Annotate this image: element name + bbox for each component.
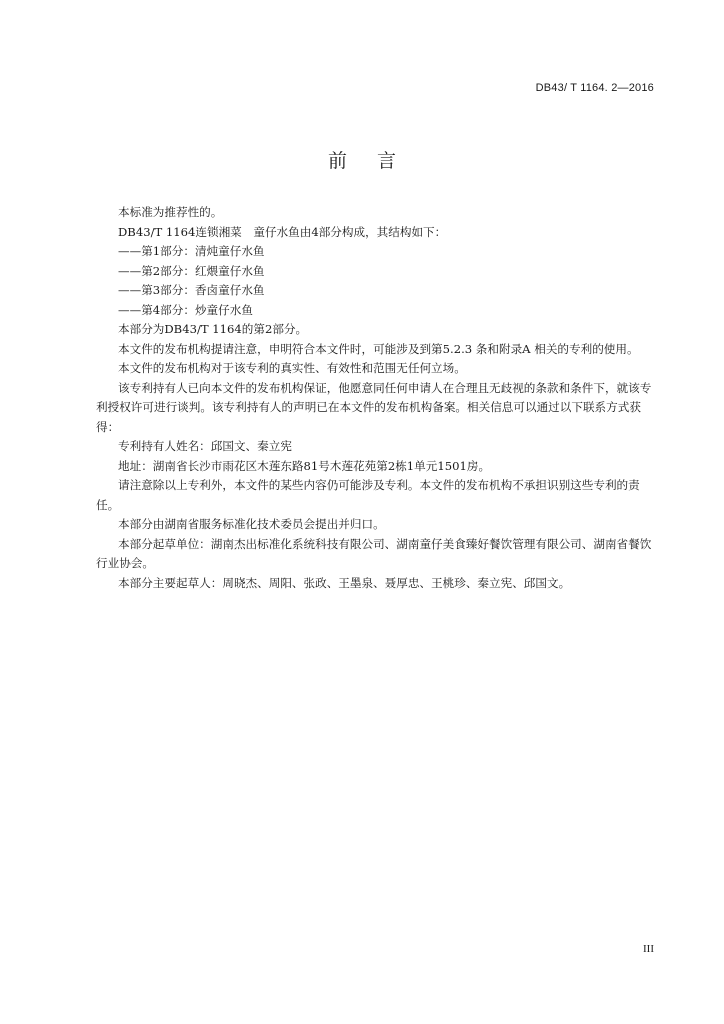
paragraph-recommended: 本标准为推荐性的。: [118, 205, 223, 219]
page-title: 前言: [327, 150, 426, 172]
standard-code: DB43/ T 1164. 2—2016: [535, 82, 654, 94]
page-number: III: [643, 943, 654, 955]
paragraph-patent-disclaimer: 请注意除以上专利外，本文件的某些内容仍可能涉及专利。本文件的发布机构不承担识别这些专利的责任。: [96, 478, 640, 512]
paragraph-proposer: 本部分由湖南省服务标准化技术委员会提出并归口。: [118, 517, 385, 531]
paragraph-structure: DB43/T 1164连锁湘菜 童仔水鱼由4部分构成，其结构如下：: [118, 224, 447, 239]
paragraph-patent-position: 本文件的发布机构对于该专利的真实性、有效性和范围无任何立场。: [118, 361, 466, 375]
foreword-body: [96, 203, 657, 593]
paragraph-part-number: 本部分为DB43/T 1164的第2部分。: [118, 322, 308, 336]
paragraph-drafters: 本部分主要起草人：周晓杰、周阳、张政、王墨泉、聂厚忠、王桃珍、秦立宪、邱国文。: [118, 575, 571, 590]
list-item-part-4: ——第4部分：炒童仔水鱼: [118, 302, 253, 317]
paragraph-patent-notice: 本文件的发布机构提请注意，申明符合本文件时，可能涉及到第5.2.3 条和附录A 相关的专利的使用。: [118, 341, 639, 356]
paragraph-drafting-units: 本部分起草单位：湖南杰出标准化系统科技有限公司、湖南童仔美食臻好餐饮管理有限公司、湖南省餐饮行业协会。: [96, 536, 652, 570]
list-item-part-1: ——第1部分：清炖童仔水鱼: [118, 244, 265, 258]
paragraph-address: 地址：湖南省长沙市雨花区木莲东路81号木莲花苑第2栋1单元1501房。: [118, 458, 491, 473]
paragraph-patent-guarantee: 该专利持有人已向本文件的发布机构保证，他愿意同任何申请人在合理且无歧视的条款和条件下，就该专利授权许可进行谈判。该专利持有人的声明已在本文件的发布机构备案。相关信息可以通过以下联系方式获得：: [96, 380, 652, 434]
paragraph-patent-holder: 专利持有人姓名：邱国文、秦立宪: [118, 439, 292, 453]
list-item-part-3: ——第3部分：香卤童仔水鱼: [118, 283, 265, 297]
list-item-part-2: ——第2部分：红煨童仔水鱼: [118, 263, 265, 278]
